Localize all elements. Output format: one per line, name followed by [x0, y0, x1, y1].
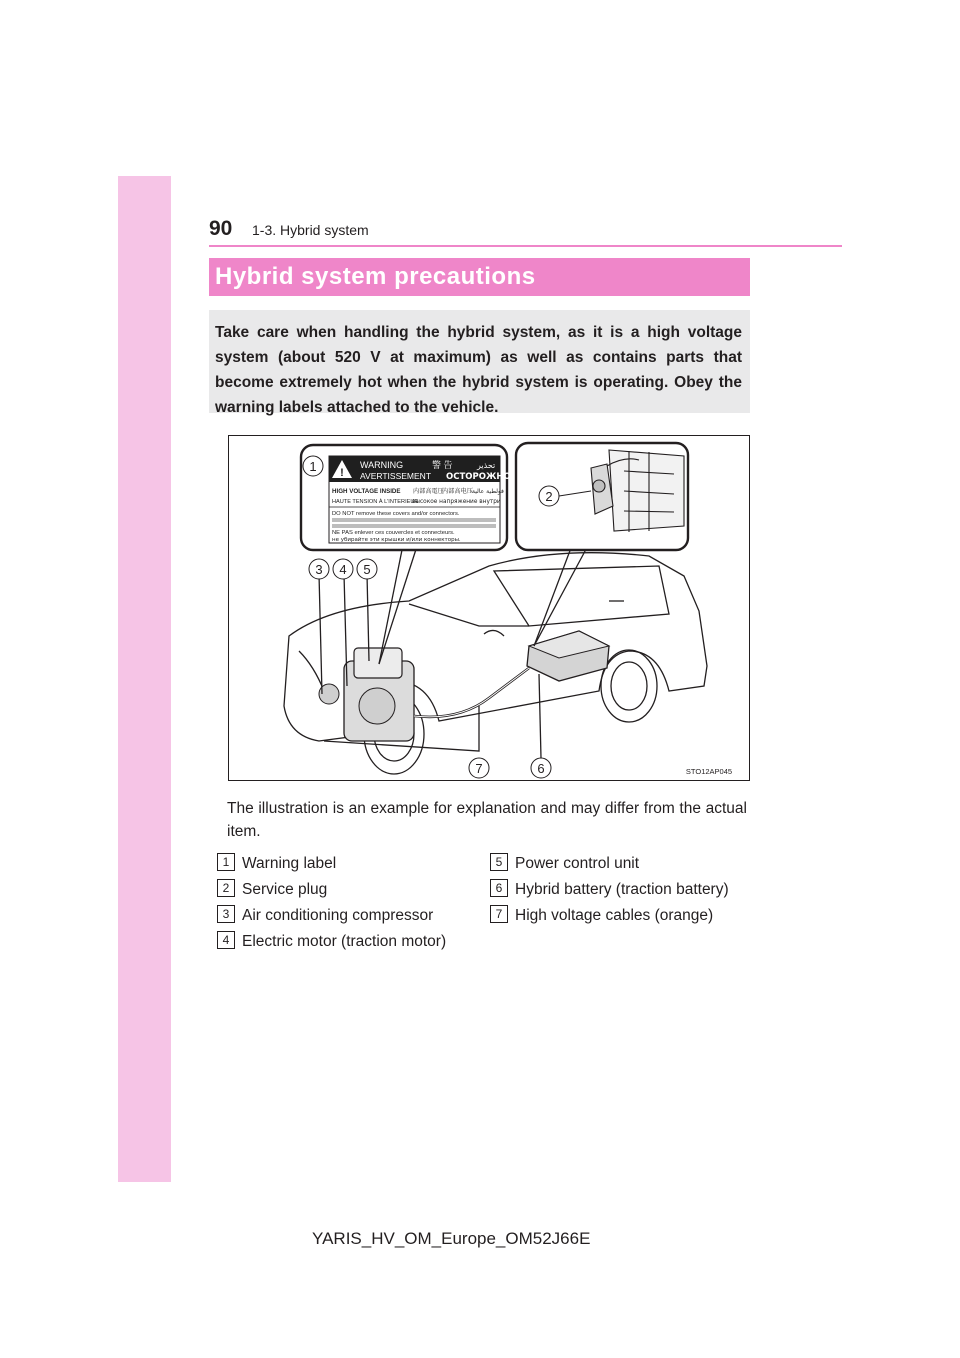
legend-left	[217, 852, 467, 956]
intro-text: Take care when handling the hybrid system, as it is a high voltage system (about 520 V at maximum) as well as contains parts that become extremely hot when the hybrid system is operating. Obey the warning labels attached to the vehicle.	[215, 324, 742, 416]
label-hv-cn-text: 内部高电压	[442, 488, 473, 495]
power-unit	[319, 648, 414, 741]
legend-item	[217, 878, 467, 901]
legend-item	[217, 852, 467, 875]
intro-box	[209, 310, 750, 416]
callout-4: 4	[339, 562, 347, 577]
footer-doc-id: YARIS_HV_OM_Europe_OM52J66E	[312, 1229, 591, 1248]
legend-label: High voltage cables (orange)	[515, 907, 714, 924]
label-dnr-ru-text: не убирайте эти крышки и/или коннекторы.	[332, 537, 461, 543]
warning-label	[329, 456, 511, 543]
legend-number: 1	[217, 853, 235, 871]
svg-text:!: !	[340, 467, 344, 479]
label-hv-ar-text: فولطية عالية	[472, 488, 504, 495]
legend-number: 2	[217, 879, 235, 897]
legend-item	[490, 878, 745, 901]
label-dnr-fr-text: NE PAS enlever ces couvercles et connecteurs.	[332, 530, 455, 536]
legend-label: Air conditioning compressor	[242, 907, 434, 924]
legend-label: Hybrid battery (traction battery)	[515, 881, 729, 898]
callout-6: 6	[537, 761, 545, 776]
legend-number: 5	[490, 853, 508, 871]
legend-label: Service plug	[242, 881, 328, 898]
legend-label: Power control unit	[515, 855, 640, 872]
side-tab-band	[118, 176, 171, 1182]
hv-cable	[414, 668, 529, 717]
legend-item	[217, 904, 467, 927]
label-hv-fr-text: HAUTE TENSION À L'INTERIEUR	[332, 499, 419, 505]
hybrid-battery	[527, 631, 609, 681]
legend-item	[217, 930, 467, 953]
legend-number: 3	[217, 905, 235, 923]
legend-label: Warning label	[242, 855, 337, 872]
label-hv-jp-text: 内部高電圧	[413, 488, 444, 495]
legend-number: 6	[490, 879, 508, 897]
page-title: Hybrid system precautions	[209, 258, 750, 296]
figure-caption: The illustration is an example for explanation and may differ from the actual item.	[227, 800, 747, 840]
callout-2: 2	[545, 489, 553, 504]
callout-1: 1	[309, 459, 317, 474]
header-rule	[209, 245, 842, 247]
callout-3: 3	[315, 562, 323, 577]
callout-7: 7	[475, 761, 483, 776]
label-ar-text: تحذير	[477, 461, 496, 470]
page-number: 90	[209, 217, 233, 240]
hybrid-system-illustration	[228, 435, 750, 781]
legend-right	[490, 852, 745, 930]
callout-5: 5	[363, 562, 371, 577]
label-cn-text: 警 告	[432, 460, 453, 470]
legend-item	[490, 852, 745, 875]
legend-item	[490, 904, 745, 927]
label-hv-ru-text: высокое напряжение внутри	[412, 499, 501, 505]
legend-number: 4	[217, 931, 235, 949]
label-warning-text: WARNING	[360, 460, 404, 470]
figure-code: STO12AP045	[685, 767, 733, 776]
label-dnr-en-text: DO NOT remove these covers and/or connectors.	[332, 511, 460, 517]
legend-number: 7	[490, 905, 508, 923]
legend-label: Electric motor (traction motor)	[242, 933, 447, 950]
label-hv-text: HIGH VOLTAGE INSIDE	[332, 488, 401, 495]
section-title: 1-3. Hybrid system	[252, 222, 369, 238]
label-ru-text: ОСТОРОЖНО	[446, 472, 511, 482]
label-fr-text: AVERTISSEMENT	[360, 471, 432, 481]
illustration-svg	[229, 436, 749, 780]
